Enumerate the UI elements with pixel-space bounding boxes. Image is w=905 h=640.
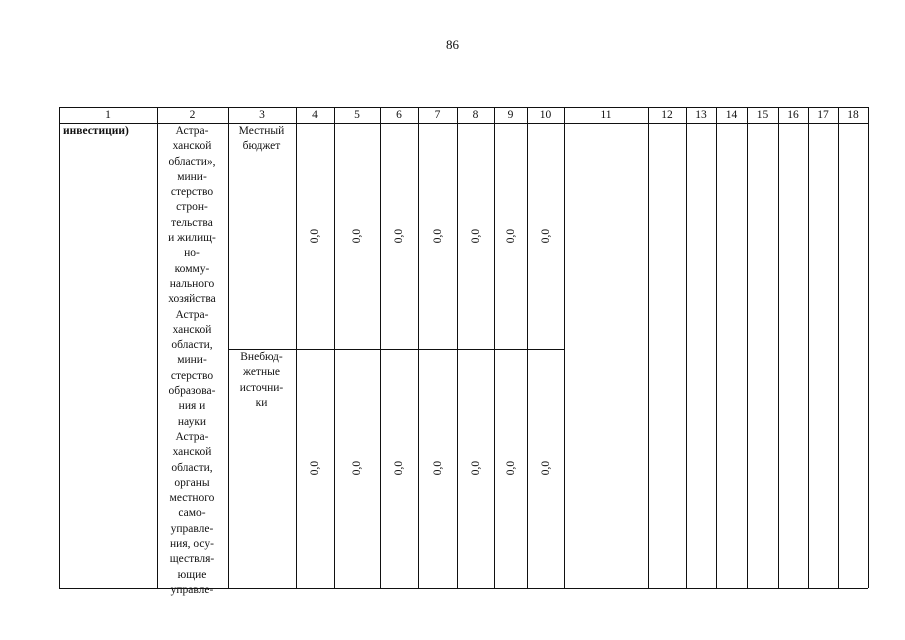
- value-cell: 0,0: [351, 460, 363, 476]
- table-vline: [527, 107, 528, 588]
- col2-responsible-text: [157, 124, 227, 598]
- value-cell: 0,0: [393, 460, 405, 476]
- column-header-3: 3: [259, 109, 265, 121]
- table-vline: [296, 107, 297, 588]
- value-cell: 0,0: [431, 228, 444, 244]
- table-vline: [334, 107, 335, 588]
- col2-line: нального: [169, 277, 215, 290]
- col2-line: Астра-: [175, 125, 209, 137]
- table-vline: [716, 107, 717, 588]
- source-line: бюджет: [242, 140, 281, 153]
- source-line: источни-: [239, 381, 284, 394]
- col2-line: органы: [174, 476, 210, 489]
- value-cell: 0,0: [504, 228, 517, 244]
- col2-line: ханской: [172, 446, 212, 459]
- col2-line: тельства: [171, 216, 213, 229]
- column-header-13: 13: [695, 109, 707, 121]
- source-line: Внебюд-: [240, 351, 283, 363]
- col2-line: ществля-: [169, 553, 215, 566]
- column-header-12: 12: [661, 109, 673, 121]
- table-vline: [648, 107, 649, 588]
- column-header-7: 7: [434, 109, 441, 121]
- value-cell: 0,0: [431, 460, 444, 476]
- col2-line: образова-: [168, 385, 216, 398]
- col2-line: местного: [169, 492, 215, 505]
- table-vline: [778, 107, 779, 588]
- value-cell: 0,0: [469, 460, 482, 476]
- column-header-14: 14: [725, 109, 738, 121]
- table-vline: [838, 107, 839, 588]
- col2-line: хозяйства: [168, 293, 216, 306]
- source-line: Местный: [238, 125, 285, 137]
- col2-line: само-: [178, 507, 206, 520]
- value-cell: 0,0: [504, 460, 517, 476]
- column-header-10: 10: [539, 109, 552, 121]
- col2-line: и жилищ-: [168, 232, 216, 245]
- table-vline: [747, 107, 748, 588]
- table-vline: [564, 107, 565, 588]
- table-vline: [494, 107, 495, 588]
- col2-line: области,: [171, 461, 213, 474]
- col2-line: Астра-: [175, 430, 209, 443]
- table-vline: [228, 107, 229, 588]
- table-vline: [686, 107, 687, 588]
- table-vline: [457, 107, 458, 588]
- column-header-6: 6: [396, 109, 402, 121]
- value-cell: 0,0: [539, 460, 552, 476]
- column-header-11: 11: [600, 109, 612, 121]
- col2-line: ния, осу-: [170, 538, 214, 551]
- value-cell: 0,0: [351, 228, 363, 244]
- column-header-4: 4: [312, 109, 318, 121]
- col2-line: стерство: [170, 369, 214, 382]
- col2-line: области»,: [168, 155, 216, 168]
- column-header-9: 9: [507, 109, 514, 121]
- col2-line: ханской: [172, 323, 212, 336]
- col2-line: управле-: [170, 583, 214, 596]
- table-vline: [808, 107, 809, 588]
- col2-line: стерство: [170, 186, 214, 199]
- value-cell: 0,0: [539, 228, 552, 244]
- column-header-15: 15: [756, 109, 769, 121]
- source-line: ки: [255, 396, 268, 409]
- col2-line: мини-: [177, 170, 207, 183]
- table-vline: [418, 107, 419, 588]
- col2-line: науки: [177, 415, 207, 428]
- col2-line: строн-: [176, 201, 208, 214]
- column-header-17: 17: [817, 109, 829, 121]
- col1-text: инвестиции): [63, 125, 129, 137]
- column-header-2: 2: [189, 109, 196, 121]
- col2-line: Астра-: [175, 308, 209, 321]
- column-header-18: 18: [847, 109, 859, 121]
- source-local-budget: [228, 124, 295, 155]
- col2-line: управле-: [170, 522, 214, 535]
- col2-line: области,: [171, 339, 213, 352]
- source-extrabudgetary: [228, 350, 295, 411]
- page-number: 86: [446, 37, 459, 52]
- col2-line: комму-: [174, 262, 210, 275]
- column-header-5: 5: [354, 109, 360, 121]
- col2-line: ния и: [178, 400, 206, 413]
- col2-line: ющие: [177, 568, 207, 581]
- value-cell: 0,0: [469, 228, 482, 244]
- table-vline: [380, 107, 381, 588]
- value-cell: 0,0: [309, 228, 321, 244]
- source-line: жетные: [243, 366, 280, 379]
- table-vline: [868, 107, 869, 588]
- table-vline: [59, 107, 60, 588]
- value-cell: 0,0: [393, 228, 405, 244]
- value-cell: 0,0: [309, 460, 321, 476]
- col2-line: ханской: [172, 140, 212, 153]
- col2-line: мини-: [177, 354, 207, 367]
- column-header-16: 16: [787, 109, 799, 121]
- column-header-1: 1: [105, 109, 111, 121]
- col2-line: но-: [184, 247, 200, 260]
- column-header-8: 8: [472, 109, 479, 121]
